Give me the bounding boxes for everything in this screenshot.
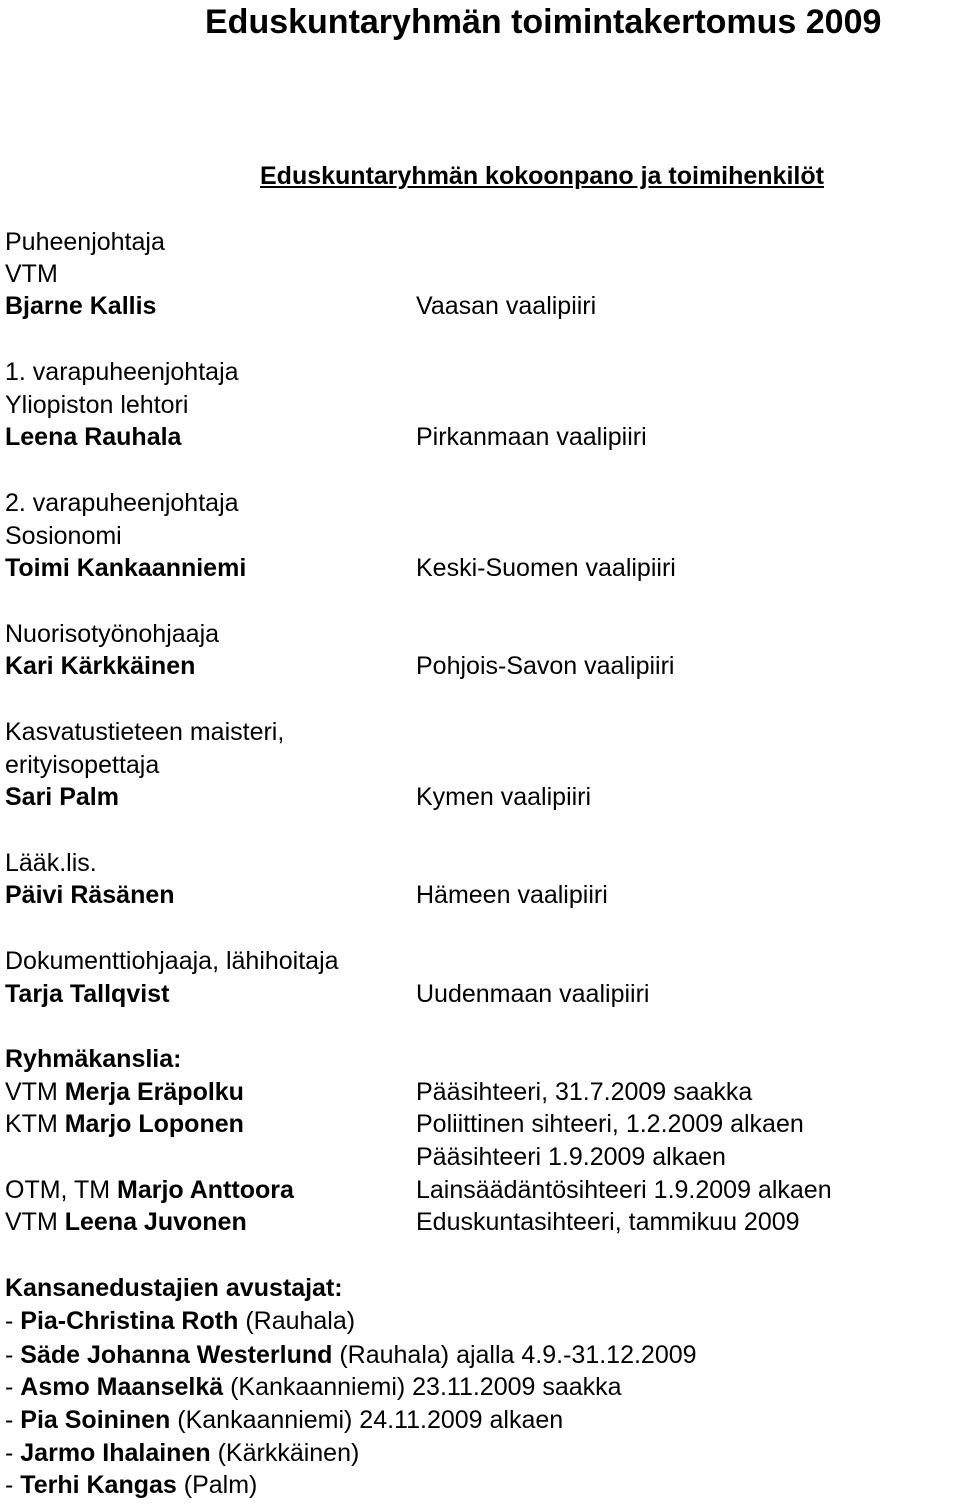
member-title: erityisopettaja xyxy=(5,751,160,779)
member-role: 2. varapuheenjohtaja xyxy=(5,489,239,517)
assistant-note: (Kankaanniemi) 23.11.2009 saakka xyxy=(230,1373,622,1401)
member-district: Pirkanmaan vaalipiiri xyxy=(416,423,647,451)
member-district: Pohjois-Savon vaalipiiri xyxy=(416,652,675,680)
member-name: Päivi Räsänen xyxy=(5,881,175,909)
staff-degree: VTM xyxy=(5,1078,58,1106)
member-name: Leena Rauhala xyxy=(5,423,182,451)
assistant-name: Asmo Maanselkä xyxy=(20,1373,224,1401)
staff-row xyxy=(5,1174,294,1206)
assistant-item: - Terhi Kangas (Palm) xyxy=(5,1471,258,1499)
member-name: Kari Kärkkäinen xyxy=(5,652,196,680)
staff-degree: OTM, TM xyxy=(5,1176,111,1204)
assistants-heading: Kansanedustajien avustajat: xyxy=(5,1274,343,1302)
staff-row xyxy=(5,1108,244,1140)
assistant-item: - Säde Johanna Westerlund (Rauhala) ajalla 4.9.-31.12.2009 xyxy=(5,1341,697,1369)
staff-position: Eduskuntasihteeri, tammikuu 2009 xyxy=(416,1208,800,1236)
assistant-item: - Pia Soininen (Kankaanniemi) 24.11.2009 alkaen xyxy=(5,1406,564,1434)
staff-degree: VTM xyxy=(5,1208,58,1236)
assistant-name: Jarmo Ihalainen xyxy=(20,1439,211,1467)
member-name: Toimi Kankaanniemi xyxy=(5,554,247,582)
staff-heading: Ryhmäkanslia: xyxy=(5,1045,182,1073)
staff-row xyxy=(5,1076,244,1108)
member-role: 1. varapuheenjohtaja xyxy=(5,358,239,386)
assistant-item: - Jarmo Ihalainen (Kärkkäinen) xyxy=(5,1439,360,1467)
staff-degree: KTM xyxy=(5,1110,58,1138)
member-district: Hämeen vaalipiiri xyxy=(416,881,608,909)
staff-position: Poliittinen sihteeri, 1.2.2009 alkaen xyxy=(416,1110,804,1138)
assistant-name: Säde Johanna Westerlund xyxy=(20,1341,333,1369)
member-role: Puheenjohtaja xyxy=(5,228,165,256)
member-title: VTM xyxy=(5,260,58,288)
staff-name: Marjo Anttoora xyxy=(117,1176,294,1204)
assistant-item: - Asmo Maanselkä (Kankaanniemi) 23.11.2009 saakka xyxy=(5,1373,622,1401)
staff-position: Pääsihteeri, 31.7.2009 saakka xyxy=(416,1078,753,1106)
member-title: Nuorisotyönohjaaja xyxy=(5,620,220,648)
member-title: Kasvatustieteen maisteri, xyxy=(5,718,285,746)
assistant-note: (Rauhala) ajalla 4.9.-31.12.2009 xyxy=(339,1341,697,1369)
member-title: Lääk.lis. xyxy=(5,849,97,877)
member-title: Dokumenttiohjaaja, lähihoitaja xyxy=(5,947,339,975)
member-district: Uudenmaan vaalipiiri xyxy=(416,980,650,1008)
assistant-note: (Palm) xyxy=(183,1471,258,1499)
staff-name: Leena Juvonen xyxy=(64,1208,247,1236)
member-name: Bjarne Kallis xyxy=(5,292,157,320)
member-district: Vaasan vaalipiiri xyxy=(416,292,597,320)
assistant-name: Terhi Kangas xyxy=(20,1471,177,1499)
assistant-item: - Pia-Christina Roth (Rauhala) xyxy=(5,1307,356,1335)
assistant-note: (Kankaanniemi) 24.11.2009 alkaen xyxy=(177,1406,564,1434)
assistant-note: (Kärkkäinen) xyxy=(217,1439,360,1467)
staff-row xyxy=(5,1206,247,1238)
staff-name: Marjo Loponen xyxy=(64,1110,244,1138)
assistant-note: (Rauhala) xyxy=(245,1307,356,1335)
member-district: Keski-Suomen vaalipiiri xyxy=(416,554,676,582)
member-name: Tarja Tallqvist xyxy=(5,980,170,1008)
staff-position: Lainsäädäntösihteeri 1.9.2009 alkaen xyxy=(416,1176,832,1204)
member-district: Kymen vaalipiiri xyxy=(416,783,592,811)
staff-name: Merja Eräpolku xyxy=(64,1078,244,1106)
document-title: Eduskuntaryhmän toimintakertomus 2009 xyxy=(205,3,882,41)
section-heading: Eduskuntaryhmän kokoonpano ja toimihenkilöt xyxy=(260,162,824,190)
member-name: Sari Palm xyxy=(5,783,119,811)
staff-position: Pääsihteeri 1.9.2009 alkaen xyxy=(416,1143,726,1171)
assistant-name: Pia-Christina Roth xyxy=(20,1307,239,1335)
member-title: Yliopiston lehtori xyxy=(5,391,189,419)
assistant-name: Pia Soininen xyxy=(20,1406,171,1434)
member-title: Sosionomi xyxy=(5,522,122,550)
